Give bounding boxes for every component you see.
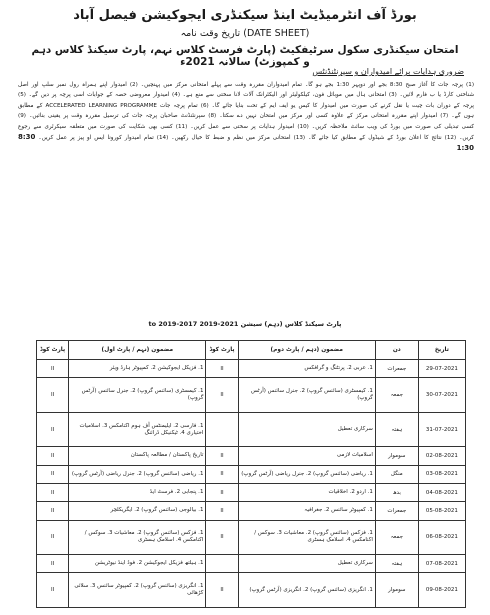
row-subject-p2: سرکاری تعطیل: [238, 412, 375, 446]
row-date: 29-07-2021: [418, 360, 465, 378]
header-day: دن: [375, 341, 418, 360]
row-day: بدھ: [375, 483, 418, 501]
row-codes-p2: II: [206, 573, 238, 608]
row-day: جمعرات: [375, 360, 418, 378]
table-row: [37, 447, 466, 465]
row-codes-p2: II: [206, 447, 238, 465]
row-day: ہفتہ: [375, 555, 418, 573]
table-row: [37, 483, 466, 501]
row-subject-p1: 1. ریاضی (سائنس گروپ) 2. جنرل ریاضی (آرٹس گروپ): [69, 465, 206, 483]
row-subject-p2: 1. فزکس (سائنس گروپ) 2. معاشیات 3. سوکس / اکنامکس 4. اسلامک ہسٹری: [238, 520, 375, 554]
row-subject-p1: تاریخ پاکستان / مطالعہ پاکستان: [69, 447, 206, 465]
row-subject-p2: 1. انگریزی (سائنس گروپ) 2. انگریزی (آرٹس گروپ): [238, 573, 375, 608]
row-codes-p2: II: [206, 520, 238, 554]
header-subject-p2: مضمون (دہم / پارٹ دوم): [238, 341, 375, 360]
board-title: بورڈ آف انٹرمیڈیٹ اینڈ سیکنڈری ایجوکیشن فیصل آباد: [73, 8, 417, 23]
row-date: 02-08-2021: [418, 447, 465, 465]
row-codes-p1: II: [37, 520, 69, 554]
date-sheet-table: [36, 340, 466, 608]
row-day: سوموار: [375, 447, 418, 465]
row-subject-p1: 1. پنجابی 2. فرسٹ ایڈ: [69, 483, 206, 501]
table-row: [37, 520, 466, 554]
row-codes-p1: II: [37, 447, 69, 465]
row-date: 30-07-2021: [418, 378, 465, 412]
row-codes-p2: II: [206, 502, 238, 520]
row-codes-p2: II: [206, 360, 238, 378]
table-row: [37, 502, 466, 520]
row-subject-p1: 1. فارسی 2. ایلیمنٹس آف ہوم اکنامکس 3. اسلامیات اختیاری 4. ٹیکنیکل ڈرائنگ: [69, 412, 206, 446]
table-row: [37, 378, 466, 412]
row-subject-p2: 1. کیمسٹری (سائنس گروپ) 2. جنرل سائنس (آرٹس گروپ): [238, 378, 375, 412]
row-subject-p2: سرکاری تعطیل: [238, 555, 375, 573]
row-subject-p1: 1. فزکس (سائنس گروپ) 2. معاشیات 3. سوکس / اکنامکس 4. اسلامک ہسٹری: [69, 520, 206, 554]
row-day: ہفتہ: [375, 412, 418, 446]
row-subject-p1: 1. بیالوجی (سائنس گروپ) 2. ایگریکلچر: [69, 502, 206, 520]
row-codes-p2: II: [206, 378, 238, 412]
row-codes-p1: II: [37, 465, 69, 483]
row-subject-p1: 1. انگریزی (سائنس گروپ) 2. کمپیوٹر سائنس 3. سلائی کڑھائی: [69, 573, 206, 608]
table-row: [37, 360, 466, 378]
row-codes-p1: II: [37, 555, 69, 573]
row-codes-p1: II: [37, 502, 69, 520]
instructions-body: [18, 80, 474, 305]
row-codes-p1: II: [37, 573, 69, 608]
row-date: 03-08-2021: [418, 465, 465, 483]
row-codes-p1: II: [37, 412, 69, 446]
table-row: [37, 412, 466, 446]
header-date: تاریخ: [418, 341, 465, 360]
row-date: 09-08-2021: [418, 573, 465, 608]
row-date: 06-08-2021: [418, 520, 465, 554]
row-codes-p1: II: [37, 360, 69, 378]
row-day: منگل: [375, 465, 418, 483]
row-date: 07-08-2021: [418, 555, 465, 573]
row-subject-p1: 1. ہیلتھ فزیکل ایجوکیشن 2. فوڈ اینڈ نیوٹریشن: [69, 555, 206, 573]
header-subject-p1: مضمون (نہم / پارٹ اول): [69, 341, 206, 360]
instructions-text: (1) پرچہ جات کا آغاز صبح 8:30 بجے اور دوپہر 1:30 بجے ہو گا۔ تمام امیدواران مقررہ وقت سے پہلے امتحانی مرکز میں پہنچیں۔ (2) امیدوار اپنے ہمراہ رول نمبر سلپ اور اصل شناختی کارڈ یا ب فارم لائیں۔ (3) امتحانی ہال میں موبائل فون، کیلکولیٹر اور الیکٹرانک آلات لانا سختی سے منع ہے۔ (4) امیدوار معروضی حصہ کے جوابات اسی پرچہ پر دیں گے۔ (5) پرچہ کے دوران بات چیت یا نقل کرنے کی صورت میں امیدوار کا کیس یو ایف ایم کے تحت بنایا جائے گا۔ (6) تمام پرچہ جات ACCELERATED LEARNING PROGRAMME کے مطابق ہوں گے۔ (7) امیدوار اپنے مقررہ امتحانی مرکز کے علاوہ کسی اور مرکز میں امتحان نہیں دے سکتا۔ (8) سپرنٹنڈنٹ صاحبان پرچہ جات کی ترسیل مقررہ وقت پر یقینی بنائیں۔ (9) کسی تبدیلی کی صورت میں بورڈ کی ویب سائٹ ملاحظہ کریں۔ (10) امیدوار ہدایات پر سختی سے عمل کریں۔ (11) کسی بھی شکایت کی صورت میں متعلقہ سیکرٹری سے رجوع کریں۔ (12) نتائج کا اعلان بورڈ کے شیڈول کے مطابق کیا جائے گا۔ (13) امتحانی مرکز میں نظم و ضبط کا خیال رکھیں۔ (14) تمام امیدوار کورونا ایس او پیز پر عمل کریں۔: [18, 82, 474, 142]
row-codes-p1: II: [37, 483, 69, 501]
row-codes-p2: [206, 412, 238, 446]
row-subject-p2: 1. عربی 2. پرنٹنگ و گرافکس: [238, 360, 375, 378]
instructions-heading: ضروری ہدایات برائے امیدواران و سپرنٹنڈنٹس: [312, 67, 464, 76]
evening-time: 1:30: [456, 144, 474, 153]
row-subject-p1: 1. فزیکل ایجوکیشن 2. کمپیوٹر ہارڈ ویئر: [69, 360, 206, 378]
row-date: 05-08-2021: [418, 502, 465, 520]
header-codes-p1: پارٹ کوڈ: [37, 341, 69, 360]
row-date: 31-07-2021: [418, 412, 465, 446]
table-row: [37, 465, 466, 483]
row-date: 04-08-2021: [418, 483, 465, 501]
row-day: جمعرات: [375, 502, 418, 520]
row-subject-p2: 1. ریاضی (سائنس گروپ) 2. جنرل ریاضی (آرٹس گروپ): [238, 465, 375, 483]
row-day: جمعہ: [375, 378, 418, 412]
header-codes-p2: پارٹ کوڈ: [206, 341, 238, 360]
table-header-row: [37, 341, 466, 360]
table-caption: پارٹ سیکنڈ کلاس (دہم) سیشن 2021-2019 to 2019-2017: [148, 320, 342, 328]
exam-title: امتحان سیکنڈری سکول سرٹیفکیٹ (پارٹ فرسٹ کلاس نہم، پارٹ سیکنڈ کلاس دہم و کمپوزٹ) سالانہ 2021ء: [31, 44, 459, 68]
table-row: [37, 573, 466, 608]
row-codes-p2: [206, 555, 238, 573]
morning-time: 8:30: [18, 133, 36, 142]
row-subject-p2: اسلامیات لازمی: [238, 447, 375, 465]
row-codes-p2: II: [206, 465, 238, 483]
row-day: جمعہ: [375, 520, 418, 554]
table-row: [37, 555, 466, 573]
row-subject-p2: 1. کمپیوٹر سائنس 2. جغرافیہ: [238, 502, 375, 520]
row-codes-p1: II: [37, 378, 69, 412]
date-sheet-label: (DATE SHEET) تاریخ وقت نامہ: [180, 28, 310, 39]
row-subject-p1: 1. کیمسٹری (سائنس گروپ) 2. جنرل سائنس (آرٹس گروپ): [69, 378, 206, 412]
row-day: سوموار: [375, 573, 418, 608]
row-codes-p2: II: [206, 483, 238, 501]
row-subject-p2: 1. اردو 2. اخلاقیات: [238, 483, 375, 501]
